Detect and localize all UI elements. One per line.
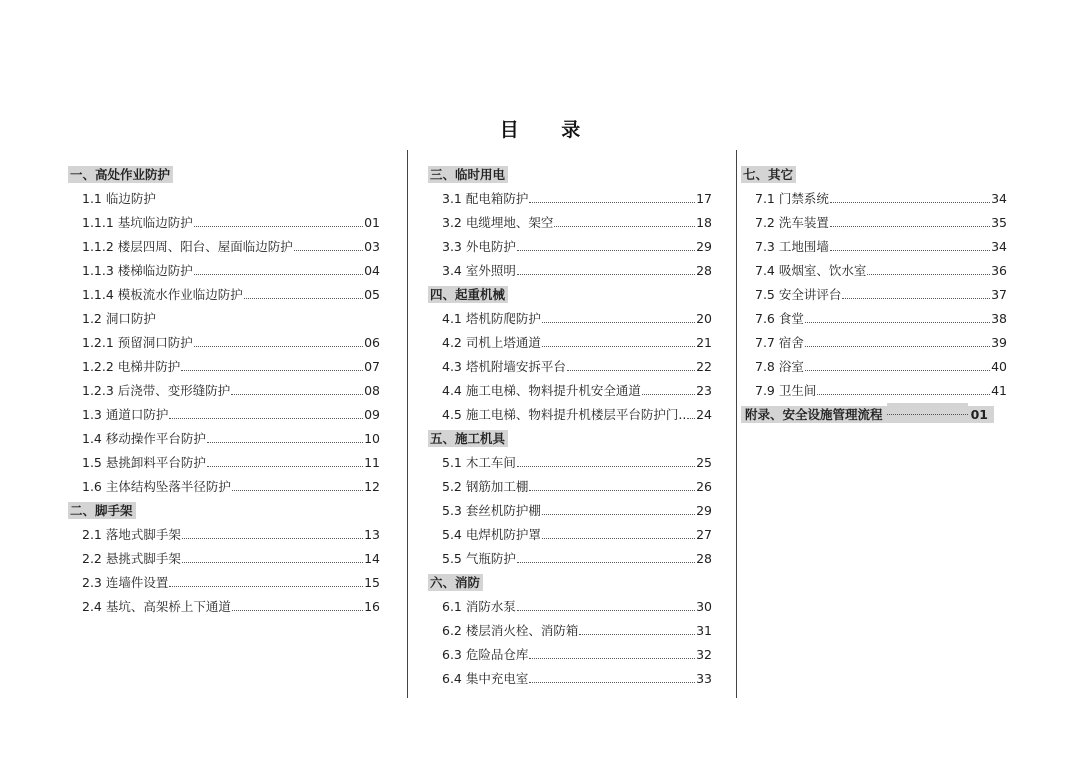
dot-leader [830, 189, 990, 203]
toc-entry-page: 29 [696, 238, 712, 254]
toc-entry-label: 6.1 消防水泵 [442, 599, 516, 614]
toc-entry[interactable] [442, 258, 712, 282]
dot-leader [542, 525, 695, 539]
toc-entry-label: 1.1.1 基坑临边防护 [82, 215, 193, 230]
toc-entry-label: 7.8 浴室 [755, 359, 804, 374]
toc-entry[interactable] [755, 306, 1007, 330]
toc-entry-label: 7.6 食堂 [755, 311, 804, 326]
toc-entry-label: 1.2 洞口防护 [82, 311, 156, 326]
toc-entry[interactable] [82, 522, 380, 546]
toc-entry-label: 6.4 集中充电室 [442, 671, 529, 686]
toc-entry-page: 24 [696, 406, 712, 422]
toc-entry-label: 7.5 安全讲评台 [755, 287, 842, 302]
toc-entry-label: 6.3 危险品仓库 [442, 647, 529, 662]
dot-leader [244, 285, 363, 299]
document-title: 目 录 [499, 119, 599, 141]
toc-entry-page: 05 [364, 286, 380, 302]
column-divider-1 [407, 150, 408, 698]
toc-entry[interactable] [442, 474, 712, 498]
dot-leader [232, 477, 363, 491]
toc-entry-page: 20 [696, 310, 712, 326]
toc-entry-label: 1.1 临边防护 [82, 191, 156, 206]
toc-entry-label: 4.1 塔机防爬防护 [442, 311, 541, 326]
dot-leader [887, 403, 968, 415]
section-heading[interactable] [428, 282, 712, 306]
toc-entry[interactable] [82, 258, 380, 282]
toc-entry[interactable] [442, 546, 712, 570]
dot-leader [830, 213, 990, 227]
toc-entry-label: 3.1 配电箱防护 [442, 191, 529, 206]
toc-entry-page: 03 [364, 238, 380, 254]
toc-entry-label: 2.1 落地式脚手架 [82, 527, 181, 542]
toc-entry-label: 2.4 基坑、高架桥上下通道 [82, 599, 231, 614]
dot-leader [567, 357, 695, 371]
toc-entry-label: 7.7 宿舍 [755, 335, 804, 350]
dot-leader [194, 261, 363, 275]
appendix-label [741, 406, 994, 423]
toc-entry-page: 17 [696, 190, 712, 206]
dot-leader [181, 357, 363, 371]
toc-entry-label: 4.3 塔机附墙安拆平台 [442, 359, 566, 374]
toc-entry[interactable] [755, 258, 1007, 282]
dot-leader [294, 237, 363, 251]
toc-entry-label: 3.2 电缆埋地、架空 [442, 215, 554, 230]
dot-leader [182, 525, 363, 539]
toc-entry[interactable] [82, 402, 380, 426]
toc-entry-page: 23 [696, 382, 712, 398]
dot-leader [231, 381, 363, 395]
toc-entry[interactable] [442, 642, 712, 666]
appendix-label-text: 附录、安全设施管理流程 [743, 406, 886, 423]
dot-leader [867, 261, 990, 275]
toc-entry-label: 5.5 气瓶防护 [442, 551, 516, 566]
toc-entry[interactable] [82, 282, 380, 306]
section-heading-label: 五、施工机具 [428, 430, 508, 447]
dot-leader [687, 405, 695, 419]
dot-leader [805, 333, 990, 347]
dot-leader [232, 597, 363, 611]
toc-entry[interactable] [82, 474, 380, 498]
dot-leader [207, 429, 363, 443]
toc-entry[interactable] [442, 378, 712, 402]
dot-leader [529, 189, 695, 203]
toc-entry[interactable] [755, 282, 1007, 306]
toc-entry-page: 39 [991, 334, 1007, 350]
dot-leader [830, 237, 990, 251]
toc-entry-label: 3.3 外电防护 [442, 239, 516, 254]
section-heading[interactable] [428, 570, 712, 594]
section-heading[interactable] [68, 498, 380, 522]
toc-entry-page: 15 [364, 574, 380, 590]
toc-column-2 [428, 162, 712, 690]
toc-entry-page: 29 [696, 502, 712, 518]
toc-entry-page: 41 [991, 382, 1007, 398]
dot-leader [529, 477, 695, 491]
toc-entry-page: 38 [991, 310, 1007, 326]
dot-leader [517, 261, 695, 275]
dot-leader [554, 213, 695, 227]
section-heading-label: 三、临时用电 [428, 166, 508, 183]
toc-entry[interactable] [82, 210, 380, 234]
toc-entry-page: 36 [991, 262, 1007, 278]
toc-entry-page: 10 [364, 430, 380, 446]
toc-entry-label: 1.1.3 楼梯临边防护 [82, 263, 193, 278]
toc-entry[interactable] [442, 618, 712, 642]
dot-leader [182, 549, 363, 563]
toc-entry-page: 37 [991, 286, 1007, 302]
dot-leader [529, 669, 695, 683]
toc-entry-page: 27 [696, 526, 712, 542]
toc-entry[interactable] [442, 594, 712, 618]
toc-entry-label: 5.4 电焊机防护罩 [442, 527, 541, 542]
toc-entry[interactable] [442, 498, 712, 522]
toc-entry-page: 16 [364, 598, 380, 614]
toc-entry-page: 34 [991, 238, 1007, 254]
section-heading-label: 二、脚手架 [68, 502, 136, 519]
section-heading-label: 一、高处作业防护 [68, 166, 173, 183]
toc-entry-label: 1.4 移动操作平台防护 [82, 431, 206, 446]
toc-column-1 [68, 162, 380, 618]
toc-entry-label: 7.3 工地围墙 [755, 239, 829, 254]
dot-leader [542, 309, 695, 323]
toc-entry-label: 1.3 通道口防护 [82, 407, 169, 422]
section-heading[interactable] [68, 162, 380, 186]
dot-leader [579, 621, 695, 635]
toc-entry[interactable] [82, 546, 380, 570]
toc-entry-label: 1.6 主体结构坠落半径防护 [82, 479, 231, 494]
toc-entry-page: 07 [364, 358, 380, 374]
toc-entry-label: 7.4 吸烟室、饮水室 [755, 263, 867, 278]
dot-leader [542, 501, 695, 515]
toc-entry-page: 22 [696, 358, 712, 374]
dot-leader [517, 237, 695, 251]
toc-entry[interactable] [755, 234, 1007, 258]
dot-leader [542, 333, 695, 347]
toc-entry[interactable] [755, 330, 1007, 354]
toc-entry-page: 28 [696, 550, 712, 566]
toc-entry-page: 01 [364, 214, 380, 230]
toc-entry-page: 06 [364, 334, 380, 350]
toc-entry[interactable] [82, 330, 380, 354]
toc-entry-label: 7.9 卫生间 [755, 383, 817, 398]
toc-entry-page: 21 [696, 334, 712, 350]
toc-entry[interactable] [442, 330, 712, 354]
toc-entry-label: 6.2 楼层消火栓、消防箱 [442, 623, 579, 638]
toc-entry[interactable] [442, 210, 712, 234]
section-heading-label: 六、消防 [428, 574, 483, 591]
toc-entry[interactable] [82, 354, 380, 378]
dot-leader [842, 285, 990, 299]
toc-entry-page: 31 [696, 622, 712, 638]
toc-entry[interactable] [442, 354, 712, 378]
toc-entry[interactable] [442, 522, 712, 546]
toc-entry-label: 1.1.4 模板流水作业临边防护 [82, 287, 243, 302]
dot-leader [194, 213, 363, 227]
toc-entry[interactable] [82, 234, 380, 258]
section-heading-label: 七、其它 [741, 166, 796, 183]
toc-entry-label: 2.3 连墙件设置 [82, 575, 169, 590]
toc-entry-page: 13 [364, 526, 380, 542]
toc-entry[interactable] [442, 402, 712, 426]
toc-entry-label: 4.5 施工电梯、物料提升机楼层平台防护门.. [442, 407, 687, 422]
dot-leader [529, 645, 695, 659]
toc-entry[interactable] [82, 186, 380, 210]
appendix-entry[interactable] [741, 402, 1007, 426]
toc-entry-label: 1.1.2 楼层四周、阳台、屋面临边防护 [82, 239, 293, 254]
toc-entry-label: 3.4 室外照明 [442, 263, 516, 278]
appendix-page: 01 [969, 406, 991, 423]
toc-entry[interactable] [755, 186, 1007, 210]
toc-entry[interactable] [442, 666, 712, 690]
toc-entry-page: 32 [696, 646, 712, 662]
toc-entry-page: 35 [991, 214, 1007, 230]
toc-entry-page: 30 [696, 598, 712, 614]
section-heading[interactable] [741, 162, 1007, 186]
section-heading-label: 四、起重机械 [428, 286, 508, 303]
dot-leader [169, 573, 363, 587]
dot-leader [805, 309, 990, 323]
dot-leader [642, 381, 695, 395]
dot-leader [194, 333, 363, 347]
column-divider-2 [736, 150, 737, 698]
dot-leader [517, 597, 695, 611]
toc-entry[interactable] [82, 450, 380, 474]
toc-entry-label: 1.2.2 电梯井防护 [82, 359, 181, 374]
dot-leader [517, 549, 695, 563]
toc-entry-page: 26 [696, 478, 712, 494]
toc-entry-page: 25 [696, 454, 712, 470]
toc-entry-label: 5.3 套丝机防护棚 [442, 503, 541, 518]
toc-entry-label: 1.5 悬挑卸料平台防护 [82, 455, 206, 470]
toc-entry[interactable] [755, 354, 1007, 378]
toc-entry[interactable] [82, 426, 380, 450]
toc-entry-page: 33 [696, 670, 712, 686]
section-heading[interactable] [428, 162, 712, 186]
toc-entry[interactable] [82, 594, 380, 618]
toc-entry-page: 09 [364, 406, 380, 422]
section-heading[interactable] [428, 426, 712, 450]
toc-entry-page: 34 [991, 190, 1007, 206]
toc-column-3 [741, 162, 1007, 426]
toc-entry[interactable] [442, 450, 712, 474]
toc-entry[interactable] [442, 186, 712, 210]
toc-entry[interactable] [82, 570, 380, 594]
toc-entry[interactable] [82, 378, 380, 402]
toc-entry-page: 14 [364, 550, 380, 566]
toc-entry-page: 11 [364, 454, 380, 470]
toc-entry-page: 18 [696, 214, 712, 230]
dot-leader [169, 405, 363, 419]
dot-leader [817, 381, 990, 395]
toc-entry[interactable] [82, 306, 380, 330]
toc-entry-page: 04 [364, 262, 380, 278]
toc-entry-label: 4.2 司机上塔通道 [442, 335, 541, 350]
toc-entry[interactable] [755, 378, 1007, 402]
toc-entry[interactable] [442, 234, 712, 258]
toc-entry-label: 7.2 洗车装置 [755, 215, 829, 230]
toc-entry-label: 2.2 悬挑式脚手架 [82, 551, 181, 566]
toc-entry-label: 5.1 木工车间 [442, 455, 516, 470]
toc-entry-label: 7.1 门禁系统 [755, 191, 829, 206]
toc-entry-label: 1.2.3 后浇带、变形缝防护 [82, 383, 231, 398]
toc-entry-label: 4.4 施工电梯、物料提升机安全通道 [442, 383, 641, 398]
toc-entry-page: 40 [991, 358, 1007, 374]
dot-leader [207, 453, 363, 467]
toc-entry[interactable] [755, 210, 1007, 234]
toc-entry-label: 5.2 钢筋加工棚 [442, 479, 529, 494]
toc-entry-page: 28 [696, 262, 712, 278]
toc-entry[interactable] [442, 306, 712, 330]
dot-leader [805, 357, 990, 371]
toc-entry-page: 08 [364, 382, 380, 398]
toc-entry-page: 12 [364, 478, 380, 494]
dot-leader [517, 453, 695, 467]
toc-entry-label: 1.2.1 预留洞口防护 [82, 335, 193, 350]
